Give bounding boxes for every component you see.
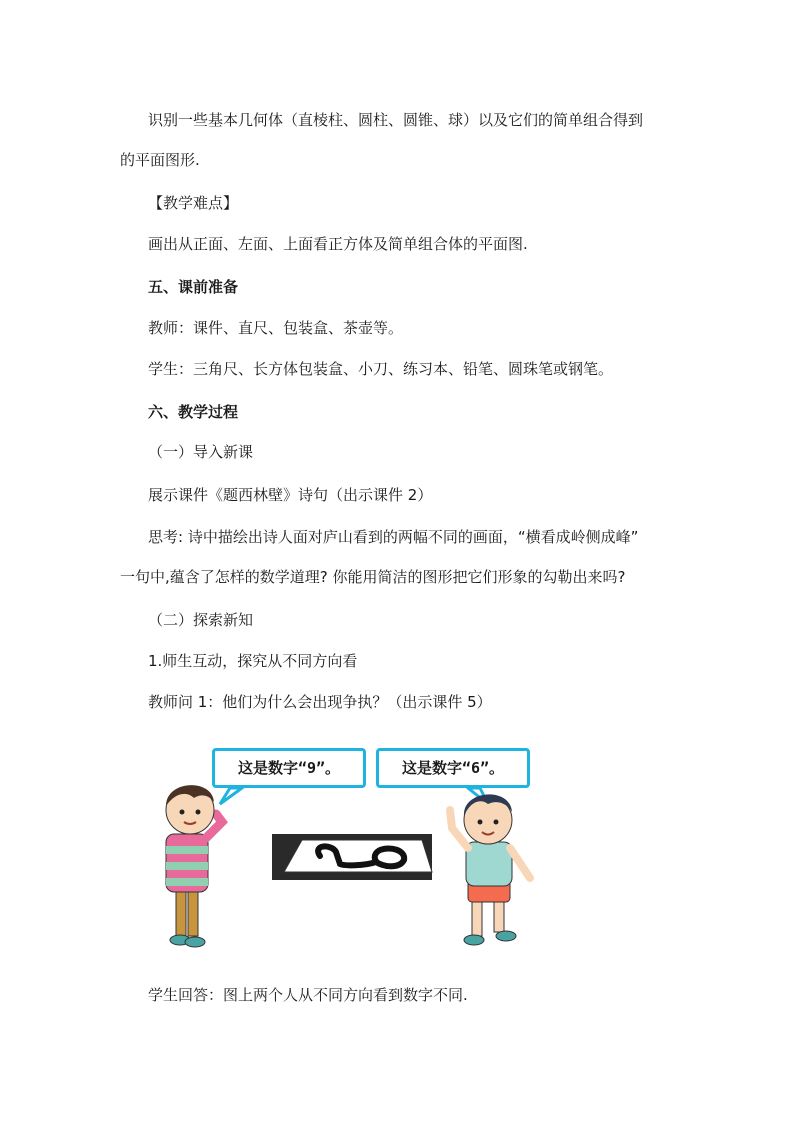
boy-left bbox=[166, 785, 222, 947]
subsection-heading: （一）导入新课 bbox=[148, 443, 254, 461]
speech-bubble-left: 这是数字“9”。 bbox=[212, 748, 366, 788]
section-heading: 【教学难点】 bbox=[148, 194, 239, 212]
section-heading: 六、教学过程 bbox=[148, 403, 239, 421]
paragraph-line: 的平面图形. bbox=[120, 151, 200, 169]
paragraph-line: 思考: 诗中描绘出诗人面对庐山看到的两幅不同的画面，“横看成岭侧成峰” bbox=[148, 528, 639, 546]
bubble-left-tail bbox=[220, 788, 242, 804]
paragraph-line: 教师：课件、直尺、包装盒、茶壶等。 bbox=[148, 319, 404, 337]
paragraph-line: 教师问 1：他们为什么会出现争执？（出示课件 5） bbox=[148, 693, 492, 711]
subsection-heading: （二）探索新知 bbox=[148, 611, 254, 629]
boy-right bbox=[450, 794, 530, 945]
paragraph-line: 展示课件《题西林壁》诗句（出示课件 2） bbox=[148, 486, 433, 504]
paragraph-line: 1.师生互动，探究从不同方向看 bbox=[148, 652, 358, 670]
paragraph-line: 识别一些基本几何体（直棱柱、圆柱、圆锥、球）以及它们的简单组合得到 bbox=[148, 111, 644, 129]
paragraph-line: 画出从正面、左面、上面看正方体及简单组合体的平面图. bbox=[148, 235, 528, 253]
paragraph-line: 一句中,蕴含了怎样的数学道理? 你能用简洁的图形把它们形象的勾勒出来吗? bbox=[120, 568, 626, 586]
speech-bubble-right: 这是数字“6”。 bbox=[376, 748, 530, 788]
paragraph-line: 学生回答：图上两个人从不同方向看到数字不同. bbox=[148, 986, 468, 1004]
paragraph-line: 学生：三角尺、长方体包装盒、小刀、练习本、铅笔、圆珠笔或钢笔。 bbox=[148, 360, 614, 378]
illustration-two-children bbox=[150, 738, 550, 963]
section-heading: 五、课前准备 bbox=[148, 278, 239, 296]
